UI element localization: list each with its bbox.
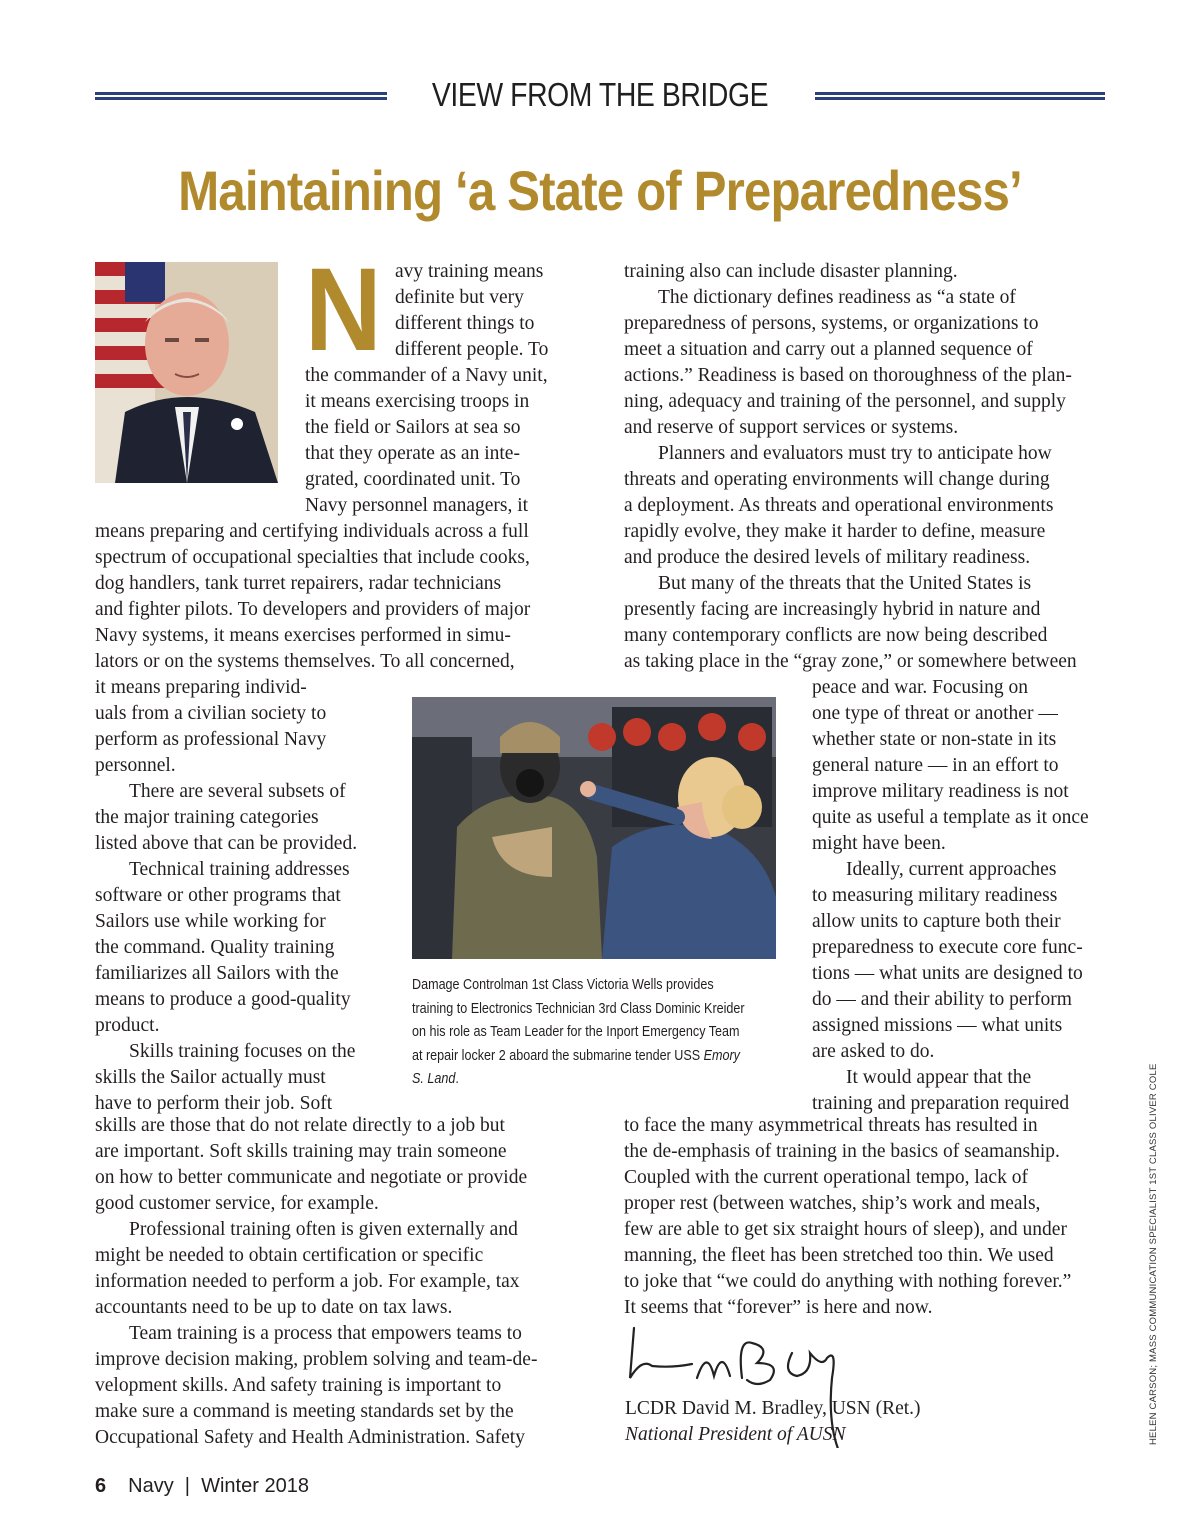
text-line: Sailors use while working for (95, 911, 326, 932)
text-line: training also can include disaster planning. (624, 261, 958, 282)
text-line: the command. Quality training (95, 937, 335, 958)
text-line: Professional training often is given externally and (129, 1219, 518, 1240)
text-line: uals from a civilian society to (95, 703, 327, 724)
text-line: preparedness to execute core func- (812, 937, 1083, 958)
text-line: It would appear that the (846, 1067, 1032, 1088)
text-line: the de-emphasis of training in the basics of seamanship. (624, 1141, 1060, 1162)
text-line: the field or Sailors at sea so (305, 417, 521, 438)
training-photo (412, 697, 776, 959)
author-portrait (95, 262, 278, 483)
caption-line (412, 1045, 782, 1069)
paragraph-intro-beside-portrait (305, 363, 585, 519)
column2-narrow-text (812, 675, 1122, 1117)
text-line: ning, adequacy and training of the personnel, and supply (624, 391, 1066, 412)
caption-line: Damage Controlman 1st Class Victoria Wells provides (412, 977, 714, 993)
text-line: proper rest (between watches, ship’s work and meals, (624, 1193, 1041, 1214)
text-line: information needed to perform a job. For example, tax (95, 1271, 520, 1292)
text-line: and produce the desired levels of military readiness. (624, 547, 1031, 568)
text-line: might have been. (812, 833, 946, 854)
text-line: software or other programs that (95, 885, 341, 906)
text-line: are asked to do. (812, 1041, 935, 1062)
text-line: dog handlers, tank turret repairers, radar technicians (95, 573, 502, 594)
text-line: Ideally, current approaches (846, 859, 1057, 880)
text-line: improve decision making, problem solving and team-de- (95, 1349, 538, 1370)
column2-bottom-text (624, 1113, 1119, 1321)
column2-top-text (624, 259, 1119, 675)
column1-bottom-text (95, 1113, 590, 1451)
text-line: meet a situation and carry out a planned sequence of (624, 339, 1033, 360)
text-line: it means preparing individ- (95, 677, 307, 698)
text-line: improve military readiness is not (812, 781, 1069, 802)
text-line: Team training is a process that empowers teams to (129, 1323, 522, 1344)
text-line: and fighter pilots. To developers and providers of major (95, 599, 531, 620)
text-line: skills are those that do not relate directly to a job but (95, 1115, 505, 1136)
text-line: quite as useful a template as it once (812, 807, 1089, 828)
text-line: are important. Soft skills training may train someone (95, 1141, 507, 1162)
text-line: product. (95, 1015, 160, 1036)
text-line: might be needed to obtain certification or specific (95, 1245, 484, 1266)
page-title: Maintaining ‘a State of Preparedness’ (178, 159, 1022, 222)
text-line: different things to (395, 313, 535, 334)
author-name: LCDR David M. Bradley, USN (Ret.) (625, 1398, 921, 1419)
text-line: spectrum of occupational specialties that include cooks, (95, 547, 530, 568)
text-line: many contemporary conflicts are now being described (624, 625, 1048, 646)
text-line: and reserve of support services or systems. (624, 417, 959, 438)
section-label: VIEW FROM THE BRIDGE (431, 76, 769, 113)
text-line: different people. To (395, 339, 549, 360)
text-line: general nature — in an effort to (812, 755, 1059, 776)
caption-line: on his role as Team Leader for the Inport Emergency Team (412, 1024, 740, 1040)
text-line: There are several subsets of (129, 781, 346, 802)
text-line: training and preparation required (812, 1093, 1070, 1114)
text-line: on how to better communicate and negotiate or provide (95, 1167, 528, 1188)
text-line: Occupational Safety and Health Administration. Safety (95, 1427, 525, 1448)
text-line: few are able to get six straight hours of sleep), and under (624, 1219, 1067, 1240)
text-line: as taking place in the “gray zone,” or somewhere between (624, 651, 1077, 672)
text-line: Planners and evaluators must try to anticipate how (658, 443, 1052, 464)
caption-line-text: at repair locker 2 aboard the submarine tender USS (412, 1047, 704, 1064)
text-line: preparedness of persons, systems, or organizations to (624, 313, 1039, 334)
text-line: Navy personnel managers, it (305, 495, 529, 516)
text-line: it means exercising troops in (305, 391, 530, 412)
drop-cap: N (305, 244, 382, 376)
text-line: Navy systems, it means exercises performed in simu- (95, 625, 511, 646)
text-line: to joke that “we could do anything with nothing forever.” (624, 1271, 1072, 1292)
caption-line: training to Electronics Technician 3rd Class Dominic Kreider (412, 1000, 745, 1017)
text-line: presently facing are increasingly hybrid in nature and (624, 599, 1041, 620)
text-line: good customer service, for example. (95, 1193, 379, 1214)
header-rule-right (815, 92, 1105, 100)
text-line: allow units to capture both their (812, 911, 1061, 932)
text-line: threats and operating environments will change during (624, 469, 1050, 490)
text-line: It seems that “forever” is here and now. (624, 1297, 933, 1318)
text-line: to face the many asymmetrical threats has resulted in (624, 1115, 1038, 1136)
text-line: tions — what units are designed to (812, 963, 1083, 984)
photo-credit: HELEN CARSON; MASS COMMUNICATION SPECIALIST 1ST CLASS OLIVER COLE (1148, 1063, 1159, 1445)
text-line: avy training means (395, 261, 544, 282)
photo-caption (412, 974, 782, 1092)
text-line: Coupled with the current operational tempo, lack of (624, 1167, 1028, 1188)
text-line: have to perform their job. Soft (95, 1093, 333, 1114)
paragraph-intro-beside-cap (395, 259, 585, 363)
text-line: personnel. (95, 755, 176, 776)
column1-narrow-text (95, 675, 395, 1117)
caption-end: . (455, 1071, 459, 1087)
publication-info: Navy | Winter 2018 (128, 1475, 309, 1497)
text-line: rapidly evolve, they make it harder to define, measure (624, 521, 1046, 542)
text-line: means to produce a good-quality (95, 989, 351, 1010)
text-line: The dictionary defines readiness as “a state of (658, 287, 1016, 308)
text-line: to measuring military readiness (812, 885, 1058, 906)
text-line: make sure a command is meeting standards set by the (95, 1401, 514, 1422)
text-line: peace and war. Focusing on (812, 677, 1029, 698)
header-rule-left (95, 92, 387, 100)
text-line: manning, the fleet has been stretched too thin. We used (624, 1245, 1054, 1266)
text-line: assigned missions — what units (812, 1015, 1063, 1036)
text-line: Skills training focuses on the (129, 1041, 356, 1062)
caption-ship-name-2: S. Land (412, 1071, 456, 1087)
caption-ship-name-1: Emory (703, 1047, 740, 1064)
text-line: lators or on the systems themselves. To all concerned, (95, 651, 515, 672)
text-line: perform as professional Navy (95, 729, 327, 750)
text-line: the major training categories (95, 807, 319, 828)
text-line: definite but very (395, 287, 524, 308)
text-line: actions.” Readiness is based on thoroughness of the plan- (624, 365, 1072, 386)
text-line: a deployment. As threats and operational environments (624, 495, 1054, 516)
text-line: the commander of a Navy unit, (305, 365, 548, 386)
text-line: skills the Sailor actually must (95, 1067, 326, 1088)
caption-line (412, 1068, 782, 1092)
page-footer (95, 1475, 309, 1498)
text-line: accountants need to be up to date on tax laws. (95, 1297, 453, 1318)
paragraph-intro-continued (95, 519, 590, 675)
text-line: grated, coordinated unit. To (305, 469, 521, 490)
text-line: do — and their ability to perform (812, 989, 1072, 1010)
text-line: familiarizes all Sailors with the (95, 963, 339, 984)
text-line: that they operate as an inte- (305, 443, 520, 464)
author-title: National President of AUSN (625, 1424, 846, 1445)
text-line: means preparing and certifying individuals across a full (95, 521, 529, 542)
text-line: Technical training addresses (129, 859, 350, 880)
page-number: 6 (95, 1475, 107, 1497)
text-line: whether state or non-state in its (812, 729, 1057, 750)
text-line: velopment skills. And safety training is important to (95, 1375, 502, 1396)
text-line: But many of the threats that the United States is (658, 573, 1032, 594)
text-line: one type of threat or another — (812, 703, 1058, 724)
text-line: listed above that can be provided. (95, 833, 358, 854)
